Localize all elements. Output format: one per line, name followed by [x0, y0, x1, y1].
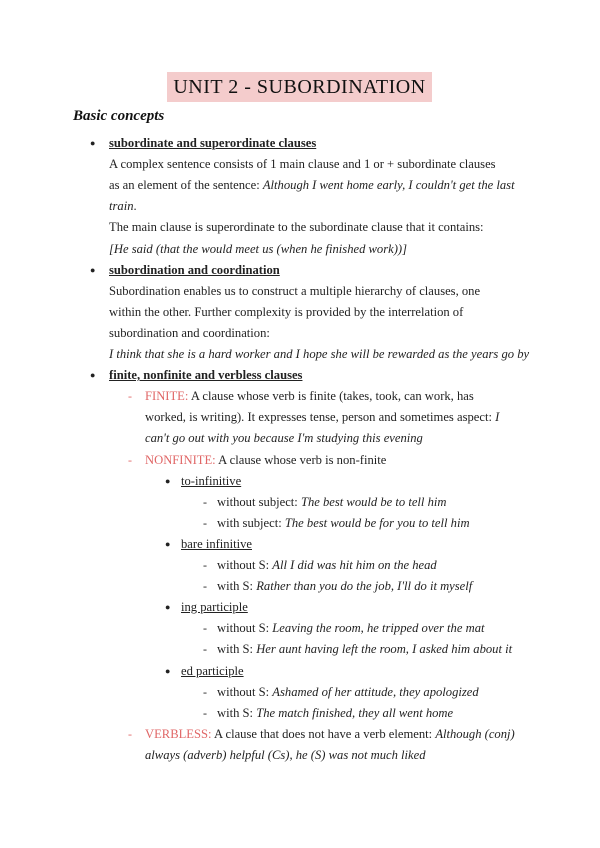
list-item-continuation [109, 219, 484, 235]
subtopic-heading: ed participle [181, 663, 244, 678]
body-text: A clause whose verb is finite (takes, took, can work, has [188, 389, 474, 404]
list-item [217, 557, 437, 573]
body-text: without S: [217, 621, 273, 636]
body-text: Subordination enables us to construct a multiple hierarchy of clauses, one [109, 283, 481, 298]
example-text: Although (conj) [435, 726, 515, 741]
dash-icon: - [128, 726, 132, 741]
list-item-continuation [145, 409, 499, 425]
body-text: subordination and coordination: [109, 325, 270, 340]
dash-icon: - [128, 389, 132, 404]
dash-icon: - [203, 558, 207, 572]
body-text: with S: [217, 642, 257, 657]
page-title: UNIT 2 - SUBORDINATION [167, 72, 432, 102]
bullet-icon: ● [90, 138, 96, 148]
bullet-icon: ● [165, 538, 171, 549]
example-text: Rather than you do the job, I'll do it myself [256, 579, 473, 594]
list-item [181, 473, 241, 489]
list-item [217, 620, 484, 636]
dash-icon: - [128, 452, 132, 467]
example-text: always (adverb) helpful (Cs), he (S) was not much liked [145, 747, 426, 762]
list-item-continuation [109, 304, 463, 320]
body-text: . [133, 199, 137, 214]
subtopic-heading: ing participle [181, 600, 248, 615]
example-text: The best would be for you to tell him [284, 515, 470, 530]
list-item-continuation [145, 747, 426, 763]
list-item [145, 388, 474, 404]
topic-heading: subordination and coordination [109, 262, 280, 277]
list-item [217, 515, 470, 531]
dash-icon: - [203, 684, 207, 699]
example-text: can't go out with you because I'm studying this evening [145, 431, 423, 446]
example-text: All I did was hit him on the head [272, 558, 437, 572]
body-text: with subject: [217, 515, 285, 530]
body-text: with S: [217, 705, 257, 720]
body-text: with S: [217, 579, 257, 594]
dash-icon: - [203, 494, 207, 509]
dash-icon: - [203, 642, 207, 657]
body-text: The main clause is superordinate to the subordinate clause that it contains: [109, 220, 484, 235]
list-item-continuation [109, 198, 137, 214]
dash-icon: - [203, 515, 207, 530]
list-item-continuation [109, 325, 270, 341]
list-item [217, 641, 512, 657]
list-item [109, 135, 316, 151]
list-item-continuation [145, 430, 423, 446]
body-text: without S: [217, 684, 273, 699]
bullet-icon: ● [90, 264, 96, 275]
list-item [181, 663, 244, 679]
example-text: Her aunt having left the room, I asked him about it [256, 642, 513, 657]
list-item-continuation [109, 177, 515, 193]
list-item-continuation [109, 156, 496, 172]
subtopic-heading: bare infinitive [181, 536, 252, 551]
bullet-icon: ● [165, 602, 171, 613]
body-text: A clause that does not have a verb element: [211, 726, 436, 741]
clause-type-label: NONFINITE: [145, 452, 216, 467]
list-item [181, 599, 248, 615]
body-text: worked, is writing). It expresses tense, person and sometimes aspect: [145, 410, 496, 425]
list-item [109, 367, 302, 383]
list-item [217, 684, 479, 700]
example-text: I [495, 410, 500, 425]
list-item-continuation [109, 241, 407, 257]
dash-icon: - [203, 705, 207, 720]
topic-heading: finite, nonfinite and verbless clauses [109, 368, 303, 383]
example-text: Although I went home early, I couldn't get the last [262, 178, 515, 193]
clause-type-label: VERBLESS: [145, 726, 212, 741]
list-item [217, 578, 472, 594]
body-text: A clause whose verb is non-finite [215, 452, 387, 467]
list-item [217, 494, 446, 510]
list-item [181, 536, 252, 552]
list-item [109, 262, 280, 278]
dash-icon: - [203, 579, 207, 594]
list-item [145, 452, 386, 468]
example-text: I think that she is a hard worker and I hope she will be rewarded as the years go by [109, 347, 530, 361]
example-text: Leaving the room, he tripped over the mat [272, 621, 485, 636]
bullet-icon: ● [165, 475, 171, 486]
body-text: without subject: [217, 494, 301, 509]
body-text: within the other. Further complexity is provided by the interrelation of [109, 304, 464, 319]
list-item [217, 705, 453, 721]
example-text: [He said (that the would meet us (when he finished work))] [109, 241, 408, 256]
example-text: The best would be to tell him [300, 494, 447, 509]
example-text: The match finished, they all went home [256, 705, 454, 720]
clause-type-label: FINITE: [145, 389, 189, 404]
dash-icon: - [203, 621, 207, 636]
list-item-continuation [109, 346, 529, 362]
body-text: as an element of the sentence: [109, 178, 263, 193]
body-text: without S: [217, 558, 273, 572]
list-item-continuation [109, 283, 480, 299]
example-text: Ashamed of her attitude, they apologized [272, 684, 479, 699]
list-item [145, 726, 515, 742]
topic-heading: subordinate and superordinate clauses [109, 136, 317, 150]
subtopic-heading: to-infinitive [181, 473, 242, 488]
bullet-icon: ● [165, 665, 171, 676]
section-heading: Basic concepts [73, 108, 165, 124]
example-text: train [109, 199, 134, 214]
bullet-icon: ● [90, 370, 96, 381]
body-text: A complex sentence consists of 1 main clause and 1 or + subordinate clauses [109, 157, 496, 172]
